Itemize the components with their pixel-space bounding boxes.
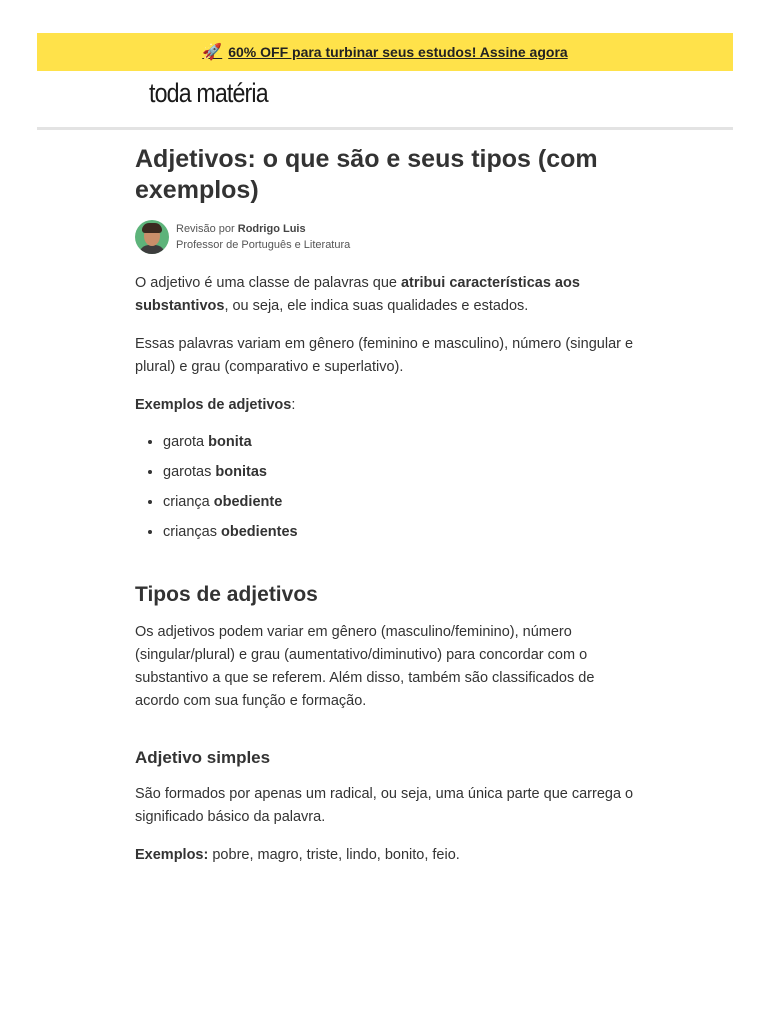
list-item: • criança obediente [163,492,635,512]
intro-highlight: atribui características aos substantivos [135,275,580,314]
section-heading-simple: Adjetivo simples [135,748,271,767]
promo-text: 60% OFF para turbinar seus estudos! Assine agora [228,44,568,60]
site-logo[interactable]: toda matéria [149,78,268,108]
author-prefix: Revisão por [176,223,235,235]
promo-link[interactable] [202,42,567,62]
list-item: • garotas bonitas [163,462,635,482]
avatar[interactable] [135,220,169,254]
examples-label: Exemplos de adjetivos: [135,397,296,413]
simple-paragraph: São formados por apenas um radical, ou seja, uma única parte que carrega o significado básico da palavra. [135,786,634,825]
rocket-icon: 🚀 [202,44,223,61]
author-name[interactable]: Rodrigo Luis [237,223,306,235]
intro-paragraph: O adjetivo é uma classe de palavras que atribui características aos substantivos, ou seja, ele indica suas qualidades e estados. [135,275,580,314]
types-paragraph: Os adjetivos podem variar em gênero (masculino/feminino), número (singular/plural) e grau (aumentativo/diminutivo) para concordar com o substantivo a que se referem. Além disso, também são classificados de acordo com sua função e formação. [135,624,595,709]
section-heading-types: Tipos de adjetivos [135,583,318,606]
page-title: Adjetivos: o que são e seus tipos (com exemplos) [135,145,598,204]
variation-paragraph: Essas palavras variam em gênero (feminino e masculino), número (singular e plural) e grau (comparativo e superlativo). [135,336,634,375]
list-item: • garota bonita [163,432,635,452]
simple-examples: Exemplos: pobre, magro, triste, lindo, bonito, feio. [135,847,460,863]
author-role: Professor de Português e Literatura [176,239,351,251]
author-lines [176,221,350,253]
author-info [135,220,635,254]
header-divider [37,127,733,130]
promo-banner [37,33,733,71]
examples-list [135,432,635,542]
article-content [135,144,635,882]
list-item: • crianças obedientes [163,522,635,542]
